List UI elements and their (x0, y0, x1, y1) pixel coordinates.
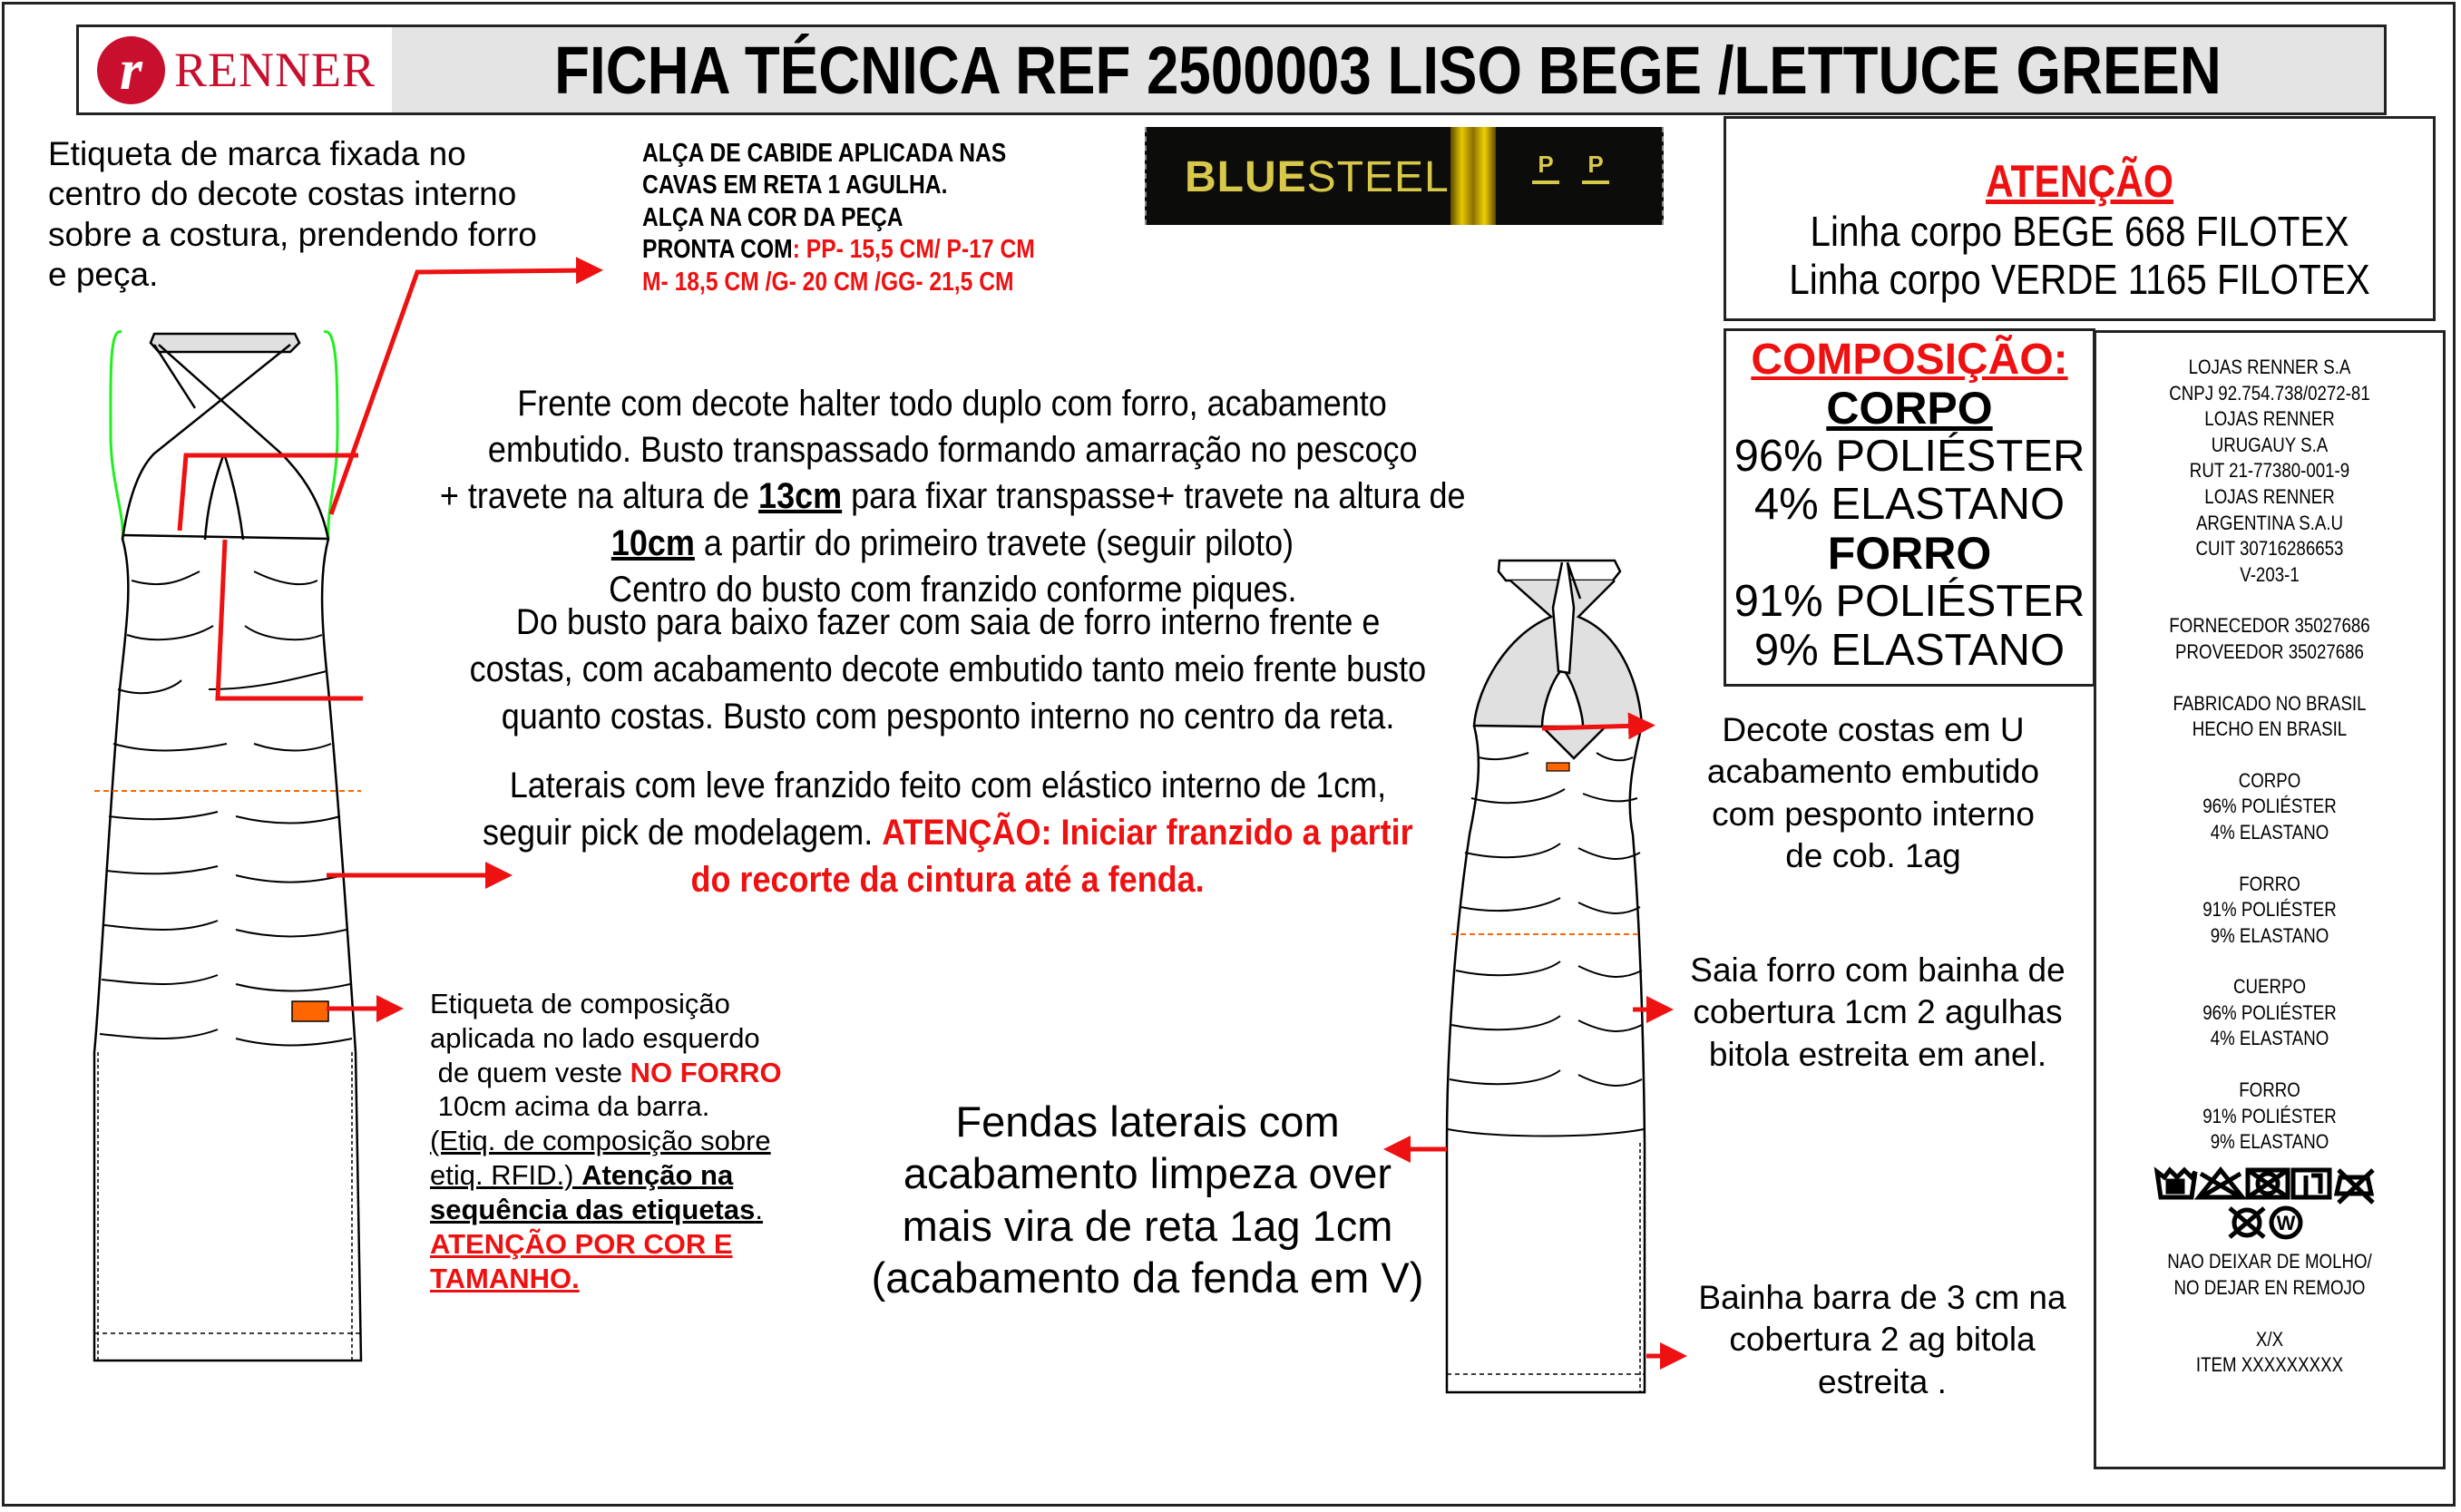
note-line: centro do decote costas interno (48, 175, 517, 213)
text-span: de quem veste (430, 1056, 630, 1088)
care-symbols-svg (2152, 1165, 2388, 1243)
ready-sizes: : PP- 15,5 CM/ P-17 CM (792, 235, 1035, 265)
care-symbols (2096, 1165, 2443, 1250)
care-line: FORRO (2239, 1078, 2300, 1102)
composition-value: 96% POLIÉSTER (1733, 431, 2085, 481)
note-line: Bainha barra de 3 cm na (1698, 1279, 2066, 1316)
care-line: CUIT 30716286653 (2195, 537, 2344, 561)
text-span: seguir pick de modelagem. (483, 813, 883, 853)
note-line (430, 1158, 782, 1193)
composition-box (1724, 328, 2095, 687)
note-line: acabamento embutido (1706, 753, 2040, 791)
care-line: NAO DEIXAR DE MOLHO/ (2167, 1250, 2372, 1273)
care-line: 96% POLIÉSTER (2202, 795, 2337, 818)
note-line: quanto costas. Busto com pesponto interno no centro da reta. (501, 697, 1395, 736)
line-dry-icon (2293, 1170, 2329, 1197)
care-line: CORPO (2238, 768, 2301, 792)
care-warning (2123, 1249, 2417, 1301)
note-composition-label (430, 987, 782, 1295)
measure-13cm: 13cm (757, 476, 842, 517)
note-line: com pesponto interno (1712, 795, 2035, 833)
care-item-value: ITEM XXXXXXXXX (2195, 1353, 2344, 1377)
care-size (2123, 1327, 2417, 1379)
note-line: Saia forro com bainha de (1690, 951, 2065, 989)
care-label (2094, 330, 2446, 1469)
note-line (430, 1056, 782, 1090)
care-line: PROVEEDOR 35027686 (2175, 639, 2364, 663)
care-line: 91% POLIÉSTER (2202, 1104, 2337, 1127)
care-line: FORNECEDOR 35027686 (2169, 614, 2370, 638)
note-line: Laterais com leve franzido feito com elástico interno de 1cm, (509, 766, 1387, 805)
note-line (642, 234, 1035, 266)
note-line (430, 1193, 782, 1227)
note-lining (358, 599, 1538, 740)
note-line: e peça. (48, 256, 159, 294)
note-line: acabamento limpeza over (903, 1149, 1392, 1198)
attention-title: ATENÇÃO (1985, 156, 2173, 207)
composition-body-title: CORPO (1826, 383, 1993, 434)
care-line: CNPJ 92.754.738/0272-81 (2169, 381, 2370, 405)
care-line: 9% ELASTANO (2210, 1130, 2329, 1154)
care-line: FORRO (2239, 872, 2300, 895)
care-line: LOJAS RENNER S.A (2188, 356, 2351, 378)
no-dry-clean-icon (2230, 1208, 2264, 1237)
brand-tag-size (1532, 151, 1559, 184)
care-line: 96% POLIÉSTER (2202, 1000, 2337, 1024)
care-line: V-203-1 (2240, 562, 2300, 586)
note-slits (848, 1096, 1447, 1303)
note-line: sobre a costura, prendendo forro (48, 215, 537, 253)
note-sides (358, 762, 1538, 903)
attention-text: ATENÇÃO: Iniciar franzido a partir (882, 813, 1413, 853)
note-line: Frente com decote halter todo duplo com forro, acabamento (517, 384, 1388, 424)
wet-clean-icon (2271, 1208, 2300, 1237)
note-hanger-loop (642, 138, 1104, 298)
care-company (2123, 355, 2417, 588)
brand-tag-light: STEEL (1306, 153, 1450, 201)
care-line: LOJAS RENNER (2204, 407, 2335, 431)
brand-tag-text (1185, 152, 1450, 202)
brand-tag-stripe (1450, 127, 1496, 225)
attention-line: Linha corpo VERDE 1165 FILOTEX (1789, 255, 2370, 303)
attention-line: Linha corpo BEGE 668 FILOTEX (1810, 208, 2349, 255)
note-line: bitola estreita em anel. (1708, 1035, 2047, 1073)
wash-40-icon (2157, 1170, 2195, 1197)
no-bleach-icon (2199, 1170, 2242, 1197)
size-letter: P (1587, 151, 1604, 178)
no-tumble-dry-icon (2248, 1170, 2288, 1197)
care-line: LOJAS RENNER (2204, 484, 2335, 508)
note-line: M- 18,5 CM /G- 20 CM /GG- 21,5 CM (642, 267, 1014, 297)
care-line: 4% ELASTANO (2210, 820, 2329, 844)
note-line: aplicada no lado esquerdo (430, 1021, 760, 1054)
no-iron-icon (2337, 1170, 2373, 1203)
brand-tag-size (1582, 151, 1609, 184)
note-line: mais vira de reta 1ag 1cm (902, 1201, 1393, 1250)
composition-title: COMPOSIÇÃO: (1751, 336, 2068, 384)
care-line: URUGAUY S.A (2211, 433, 2329, 456)
attention-box (1724, 116, 2436, 321)
note-line: de cob. 1ag (1785, 836, 1961, 874)
care-line: 9% ELASTANO (2210, 923, 2329, 947)
text-span: + travete na altura de (439, 476, 758, 517)
care-line: NO DEJAR EN REMOJO (2173, 1276, 2366, 1300)
note-line: costas, com acabamento decote embutido tanto meio frente busto (469, 649, 1427, 689)
brand-tag (1145, 127, 1664, 225)
note-line: 10cm acima da barra. (430, 1090, 710, 1123)
care-line: ARGENTINA S.A.U (2195, 511, 2344, 534)
text-span: a partir do primeiro travete (seguir piloto) (694, 522, 1294, 563)
note-line: cobertura 2 ag bitola (1729, 1321, 2036, 1359)
care-origin (2123, 691, 2417, 743)
page-title: FICHA TÉCNICA REF 2500003 LISO BEGE /LETTUCE GREEN (554, 32, 2222, 108)
care-line: 4% ELASTANO (2210, 1027, 2329, 1050)
note-line: TAMANHO. (430, 1262, 580, 1294)
text-span: para fixar transpasse+ travete na altura de (841, 476, 1466, 517)
note-line: Centro do busto com franzido conforme piques. (608, 569, 1297, 610)
note-line: Do busto para baixo fazer com saia de forro interno frente e (515, 602, 1381, 642)
care-cuerpo (2123, 974, 2417, 1052)
care-forro (2123, 872, 2417, 950)
note-line: ALÇA NA COR DA PEÇA (642, 202, 903, 232)
text-span: sequência das etiquetas (430, 1193, 756, 1225)
svg-text:W: W (2276, 1211, 2296, 1234)
care-line: HECHO EN BRASIL (2192, 717, 2348, 741)
renner-logo-mark-icon: r (97, 36, 165, 104)
care-size-value: X/X (2255, 1327, 2284, 1351)
note-back-neck (1665, 709, 2082, 877)
note-line (611, 521, 1294, 567)
care-supplier (2123, 613, 2417, 665)
composition-value: 4% ELASTANO (1753, 480, 2065, 530)
care-line: CUERPO (2232, 975, 2307, 999)
composition-value: 9% ELASTANO (1753, 625, 2065, 675)
note-line: Etiqueta de marca fixada no (48, 135, 466, 172)
note-line (440, 473, 1466, 520)
note-line: ALÇA DE CABIDE APLICADA NAS (642, 139, 1007, 168)
renner-logo-text: RENNER (174, 43, 376, 97)
note-line: embutido. Busto transpassado formando amarração no pescoço (487, 430, 1418, 471)
care-line: 91% POLIÉSTER (2202, 898, 2337, 922)
care-line: FABRICADO NO BRASIL (2173, 691, 2367, 715)
note-line: do recorte da cintura até a fenda. (690, 860, 1206, 900)
composition-value: 91% POLIÉSTER (1733, 576, 2085, 626)
care-corpo (2123, 768, 2417, 846)
composition-lining-title: FORRO (1827, 528, 1992, 580)
note-front (358, 381, 1547, 613)
note-hem (1669, 1277, 2095, 1403)
note-line: (Etiq. de composição sobre (430, 1125, 771, 1157)
brand-tag-bold: BLUE (1185, 153, 1307, 201)
note-line: CAVAS EM RETA 1 AGULHA. (642, 171, 948, 200)
no-forro-text: NO FORRO (630, 1056, 782, 1088)
size-letter: P (1538, 151, 1554, 178)
renner-logo (79, 27, 392, 112)
text-span: Atenção na (581, 1159, 734, 1192)
note-line (483, 809, 1413, 856)
note-line: Etiqueta de composição (430, 988, 730, 1019)
ready-prefix: PRONTA COM (642, 235, 793, 265)
note-line: ATENÇÃO POR COR E (430, 1227, 733, 1260)
note-line: estreita . (1818, 1362, 1947, 1400)
measure-10cm: 10cm (610, 522, 695, 563)
note-line: Fendas laterais com (955, 1097, 1340, 1146)
care-line: RUT 21-77380-001-9 (2189, 459, 2350, 483)
note-line: cobertura 1cm 2 agulhas (1693, 993, 2063, 1031)
note-brand-label (48, 134, 537, 296)
note-line: (acabamento da fenda em V) (871, 1253, 1424, 1302)
note-skirt-lining (1665, 950, 2091, 1076)
text-span: . (755, 1193, 763, 1225)
note-line: Decote costas em U (1722, 711, 2025, 748)
text-span: etiq. RFID.) (430, 1159, 582, 1192)
header-bar (76, 24, 2387, 115)
care-forro-es (2123, 1078, 2417, 1156)
